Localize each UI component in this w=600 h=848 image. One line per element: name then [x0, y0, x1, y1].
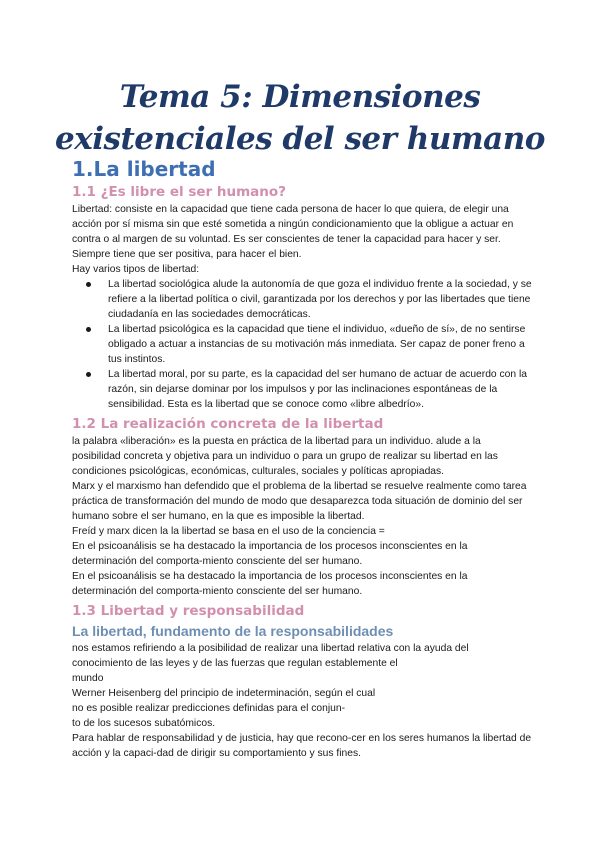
subsection-heading-responsabilidad: 1.3 Libertad y responsabilidad [72, 603, 305, 619]
paragraph-types-intro: Hay varios tipos de libertad: [72, 264, 200, 275]
paragraph: Marx y el marxismo han defendido que el problema de la libertad se resuelve realmente como tarea práctica de transformación del mundo de modo que desaparezca toda situación de dominio del ser humano sobre el ser humano, en la que es imposible la libertad. [72, 481, 527, 522]
paragraph: to de los sucesos subatómicos. [72, 718, 216, 729]
subsection-heading-es-libre: 1.1 ¿Es libre el ser humano? [72, 184, 286, 200]
paragraph: nos estamos refiriendo a la posibilidad de realizar una libertad relativa con la ayuda del conocimiento de las leyes y de las fuerzas que regulan establemente el [72, 643, 469, 669]
document-body [72, 156, 532, 761]
list-item: La libertad moral, por su parte, es la capacidad del ser humano de actuar de acuerdo con la razón, sin dejarse dominar por los impulsos y por las inclinaciones espontáneas de la sensibilidad. Esta es la libertad que se conoce como «libre albedrío». [108, 367, 532, 412]
paragraph: En el psicoanálisis se ha destacado la importancia de los procesos inconscientes en la determinación del comporta-miento consciente del ser humano. [72, 541, 468, 567]
paragraph: la palabra «liberación» es la puesta en práctica de la libertad para un individuo. alude a la posibilidad concreta y objetiva para un individuo o para un grupo de realizar su libertad en las condiciones psicológicas, económicas, culturales, sociales y políticas apropiadas. [72, 436, 498, 477]
subsection-heading-realizacion: 1.2 La realización concreta de la libertad [72, 416, 384, 432]
section-heading-libertad: 1.La libertad [72, 157, 216, 181]
list-item: La libertad sociológica alude la autonomía de que goza el individuo frente a la sociedad, y se refiere a la libertad política o civil, garantizada por los derechos y por las libertades que tiene ciudadanía en las sociedades democráticas. [108, 279, 532, 320]
freedom-types-list [72, 277, 532, 412]
sub-subheading-fundamento: La libertad, fundamento de la responsabilidades [72, 623, 394, 639]
paragraph: mundo [72, 673, 104, 684]
paragraph: Werner Heisenberg del principio de indeterminación, según el cual [72, 688, 376, 699]
paragraph-definition: Libertad: consiste en la capacidad que tiene cada persona de hacer lo que quiera, de elegir una acción por sí misma sin que esté sometida a ningún condicionamiento que la obligue a actuar en contra o al margen de su voluntad. Es ser conscientes de tener la capacidad para hacer y ser. Siempre tiene que ser positiva, para hacer el bien. [72, 204, 514, 260]
paragraph: Freíd y marx dicen la la libertad se basa en el uso de la conciencia = [72, 526, 385, 537]
page-title: Tema 5: Dimensiones existenciales del ser humano [55, 79, 545, 157]
paragraph: Para hablar de responsabilidad y de justicia, hay que recono-cer en los seres humanos la libertad de acción y la capaci-dad de dirigir su comportamiento y sus fines. [72, 733, 532, 759]
paragraph: En el psicoanálisis se ha destacado la importancia de los procesos inconscientes en la determinación del comporta-miento consciente del ser humano. [72, 571, 468, 597]
list-item: La libertad psicológica es la capacidad que tiene el individuo, «dueño de sí», de no sentirse obligado a actuar a instancias de su motivación más inmediata. Ser capaz de poner freno a tus instintos. [108, 322, 532, 367]
paragraph: no es posible realizar predicciones definidas para el conjun- [72, 703, 346, 714]
